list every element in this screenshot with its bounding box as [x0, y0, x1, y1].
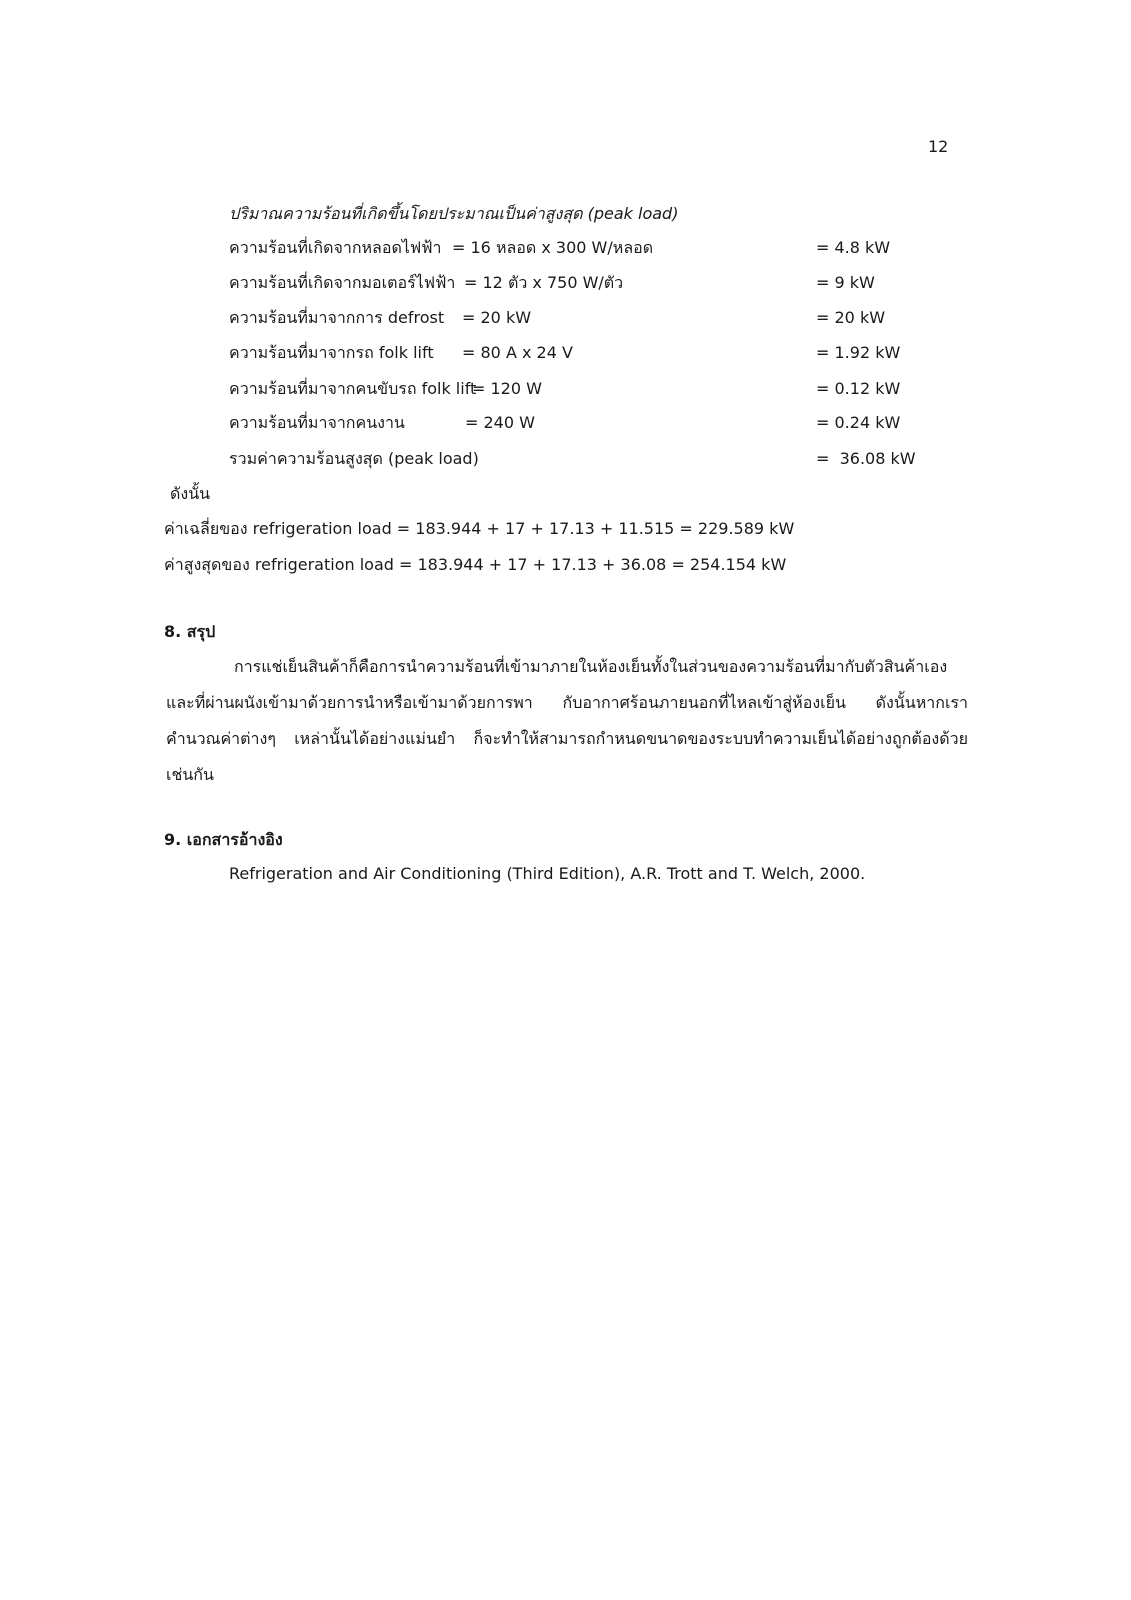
peak-row-result: = 9 kW	[816, 273, 875, 292]
peak-row-calc: = 80 A x 24 V	[462, 343, 573, 362]
peak-row-calc: = 12 ตัว x 750 W/ตัว	[464, 273, 624, 292]
peak-row-label: ความร้อนที่เกิดจากหลอดไฟฟ้า	[229, 238, 442, 257]
peak-row-calc: = 240 W	[465, 413, 535, 432]
peak-row-result: = 4.8 kW	[816, 238, 891, 257]
peak-row-calc: = 20 kW	[462, 308, 532, 327]
section-8-text: การแช่เย็นสินค้าก็คือการนำความร้อนที่เข้ามาภายในห้องเย็นทั้งในส่วนของความร้อนที่มากับตัวสินค้าเอง และที่ผ่านผนังเข้ามาด้วยการนำหรือเข้ามาด้วยการพา กับอากาศร้อนภายนอกที่ไหลเข้าสู่ห้องเย็น ดังนั้นหากเรา คำนวณค่าต่างๆ เหล่านั้นได้อย่างแม่นยำ ก็จะทำให้สามารถกำหนดขนาดของระบบทำความเย็นได้อย่างถูกต้องด้วย เช่นกัน	[166, 657, 968, 784]
peak-row-calc: = 16 หลอด x 300 W/หลอด	[452, 238, 654, 257]
peak-load-line: ค่าสูงสุดของ refrigeration load = 183.944 + 17 + 17.13 + 36.08 = 254.154 kW	[164, 555, 787, 574]
average-load-line: ค่าเฉลี่ยของ refrigeration load = 183.944 + 17 + 17.13 + 11.515 = 229.589 kW	[164, 519, 795, 538]
peak-row-calc: = 120 W	[472, 379, 542, 398]
peak-row-label: ความร้อนที่มาจากคนงาน	[229, 413, 405, 432]
peak-row-result: = 1.92 kW	[816, 343, 901, 362]
section-8-body	[166, 649, 968, 793]
peak-row-label: ความร้อนที่มาจากการ defrost	[229, 308, 445, 327]
page-number: 12	[928, 137, 949, 156]
section-8-title: 8. สรุป	[164, 622, 216, 641]
peak-row-result: = 0.12 kW	[816, 379, 901, 398]
therefore-label: ดังนั้น	[170, 484, 211, 503]
peak-total-label: รวมค่าความร้อนสูงสุด (peak load)	[229, 449, 479, 468]
peak-row-label: ความร้อนที่มาจากคนขับรถ folk lift	[229, 379, 477, 398]
peak-total-result: = 36.08 kW	[816, 449, 916, 468]
reference-entry: Refrigeration and Air Conditioning (Third Edition), A.R. Trott and T. Welch, 2000.	[229, 864, 866, 883]
section-9-title: 9. เอกสารอ้างอิง	[164, 830, 283, 849]
peak-row-label: ความร้อนที่เกิดจากมอเตอร์ไฟฟ้า	[229, 273, 456, 292]
peak-row-label: ความร้อนที่มาจากรถ folk lift	[229, 343, 434, 362]
peak-load-heading: ปริมาณความร้อนที่เกิดขึ้นโดยประมาณเป็นค่าสูงสุด (peak load)	[229, 204, 679, 223]
peak-row-result: = 20 kW	[816, 308, 886, 327]
peak-row-result: = 0.24 kW	[816, 413, 901, 432]
